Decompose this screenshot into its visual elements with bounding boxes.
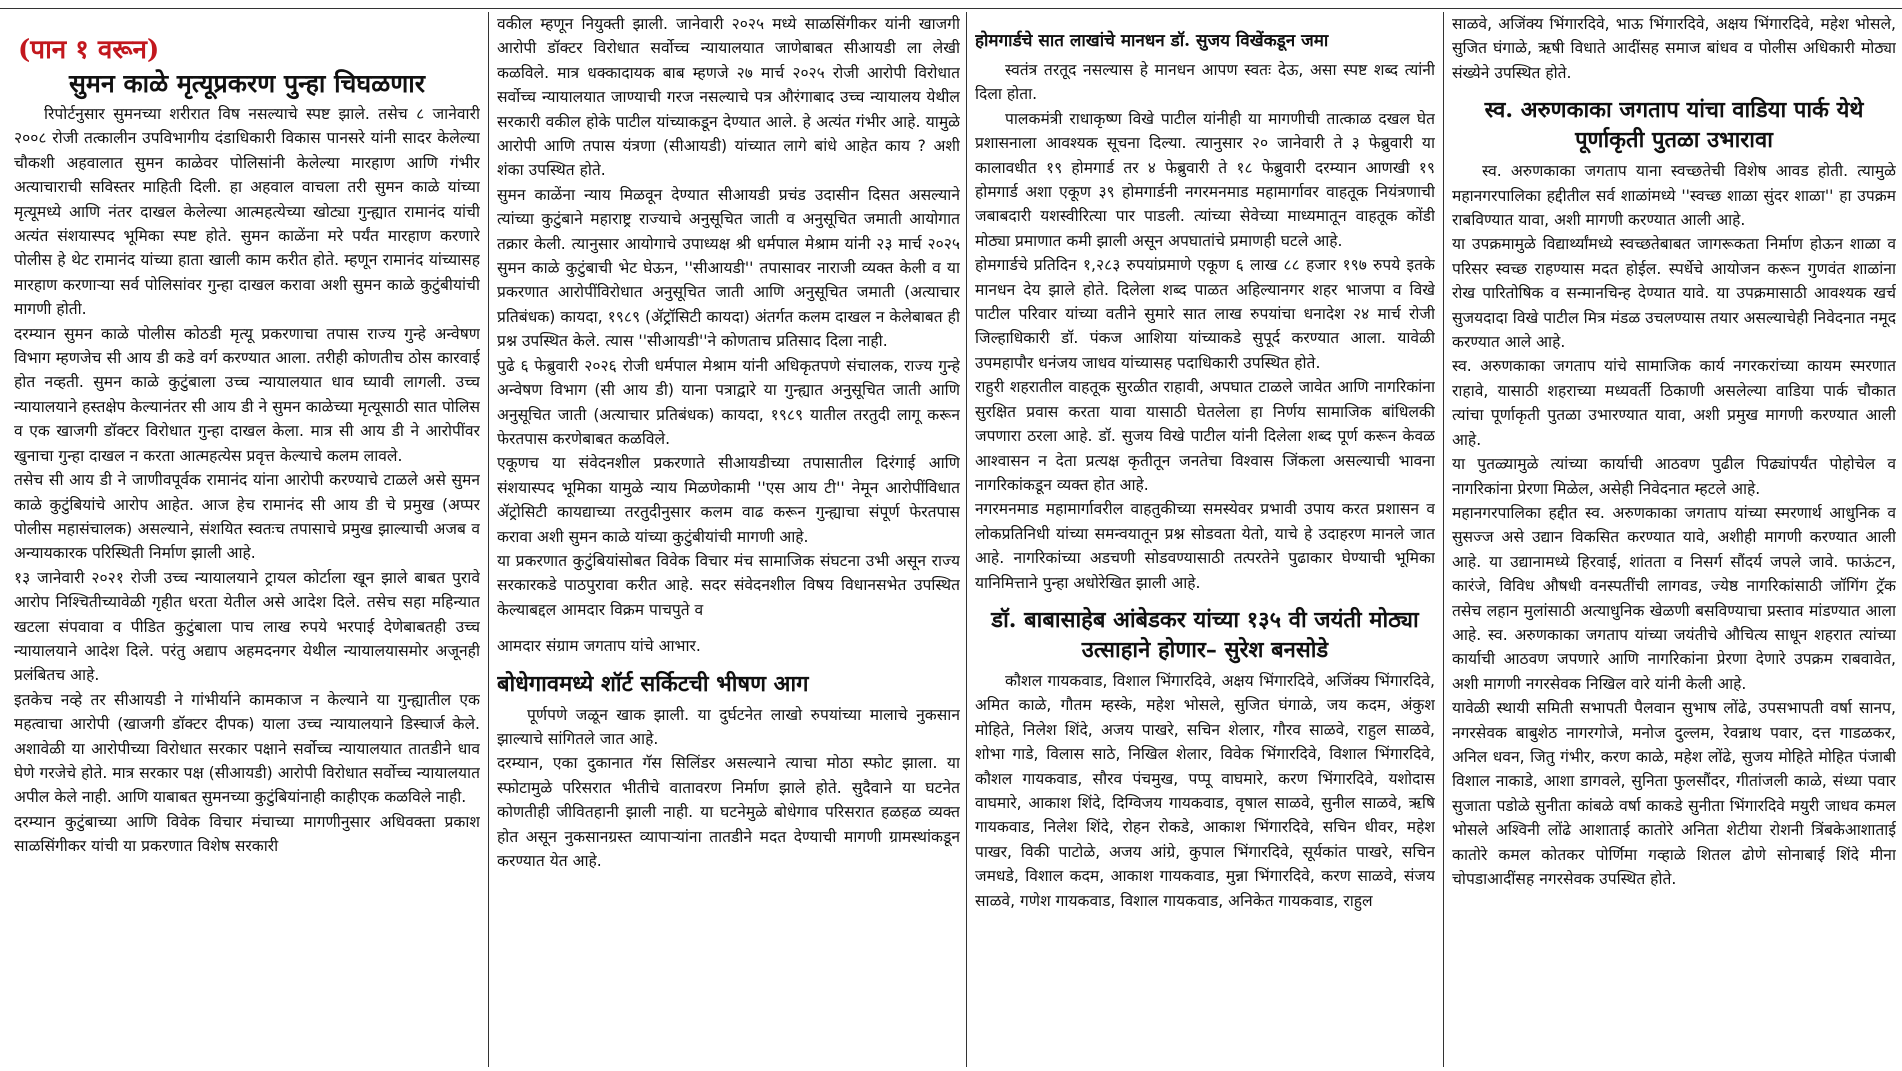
article-paragraph: या पुतळ्यामुळे त्यांच्या कार्याची आठवण पुढील पिढ्यांपर्यंत पोहोचेल व नागरिकांना प्रेरणा मिळेल, असेही निवेदनात म्हटले आहे. bbox=[1452, 455, 1896, 498]
bodhegaon-fire-headline: बोधेगावमध्ये शॉर्ट सर्किटची भीषण आग bbox=[497, 670, 809, 697]
article-paragraph: वकील म्हणून नियुक्ती झाली. जानेवारी २०२५ मध्ये साळसिंगीकर यांनी खाजगी आरोपी डॉक्टर विरोधात सर्वोच्च न्यायालयात जाणेबाबत सीआयडी ला लेखी कळविले. मात्र धक्कादायक बाब म्हणजे २७ मार्च २०२५ रोजी आरोपी विरोधात सर्वोच्च न्यायालयात जाण्याची गरज नसल्याचे पत्र औरंगाबाद उच्च न्यायालय येथील सरकारी वकील होके पाटील यांच्याकडून देण्यात आले. हे अत्यंत गंभीर आहे. यामुळे आरोपी आणि तपास यंत्रणा (सीआयडी) यांच्यात लागे बांधे आहेत काय ? अशी शंका उपस्थित होते. bbox=[497, 15, 960, 180]
article-paragraph: दरम्यान, एका दुकानात गॅस सिलिंडर असल्याने त्याचा मोठा स्फोट झाला. या स्फोटामुळे परिसरात भीतीचे वातावरण निर्माण झाले होते. सुदैवाने या घटनेत कोणतीही जीवितहानी झाली नाही. या घटनेमुळे बोधेगाव परिसरात हळहळ व्यक्त होत असून नुकसानग्रस्त व्यापाऱ्यांना तातडीने मदत देण्याची मागणी ग्रामस्थांकडून करण्यात येत आहे. bbox=[497, 754, 960, 870]
article-paragraph: स्वतंत्र तरतूद नसल्यास हे मानधन आपण स्वतः देऊ, असा स्पष्ट शब्द त्यांनी दिला होता. bbox=[975, 61, 1435, 104]
continued-from-label: (पान १ वरून) bbox=[18, 35, 160, 65]
article-paragraph: राहुरी शहरातील वाहतूक सुरळीत राहावी, अपघात टाळले जावेत आणि नागरिकांना सुरक्षित प्रवास करता यावा यासाठी घेतलेला हा निर्णय सामाजिक बांधिलकी जपणारा ठरला आहे. डॉ. सुजय विखे पाटील यांनी दिलेला शब्द पूर्ण करून केवळ आश्वासन न देता प्रत्यक्ष कृतीतून जनतेचा विश्वास जिंकला असल्याची भावना नागरिकांकडून व्यक्त होत आहे. bbox=[975, 378, 1435, 494]
article-paragraph: पुढे ६ फेब्रुवारी २०२६ रोजी धर्मपाल मेश्राम यांनी अधिकृतपणे संचालक, राज्य गुन्हे अन्वेषण विभाग (सी आय डी) याना पत्राद्वारे या गुन्ह्यात अनुसूचित जाती आणि अनुसूचित जाती (अत्याचार प्रतिबंधक) कायदा, १९८९ यातील तरतुदी लागू करून फेरतपास करणेबाबत कळविले. bbox=[497, 356, 960, 448]
article-paragraph: साळवे, अजिंक्य भिंगारदिवे, भाऊ भिंगारदिवे, अक्षय भिंगारदिवे, महेश भोसले, सुजित घंगाळे, ऋषी विधाते आदींसह समाज बांधव व पोलीस अधिकारी मोठ्या संख्येने उपस्थित होते. bbox=[1452, 15, 1896, 82]
article-paragraph: आमदार संग्राम जगताप यांचे आभार. bbox=[497, 637, 701, 656]
column-divider bbox=[1443, 12, 1444, 1067]
article-paragraph: इतकेच नव्हे तर सीआयडी ने गांभीर्याने कामकाज न केल्याने या गुन्ह्यातील एक महत्वाचा आरोपी (खाजगी डॉक्टर दीपक) याला उच्च न्यायालयाने डिस्चार्ज केले. अशावेळी या आरोपीच्या विरोधात सरकार पक्षाने सर्वोच्च न्यायालयात तातडीने धाव घेणे गरजेचे होते. मात्र सरकार पक्ष (सीआयडी) आरोपी विरोधात सर्वोच्च न्यायालयात अपील केले नाही. आणि याबाबत सुमनच्या कुटुंबियांनाही काहीएक कळविले नाही. bbox=[14, 690, 480, 807]
column-3 bbox=[975, 12, 1435, 1067]
article-paragraph: रिपोर्टनुसार सुमनच्या शरीरात विष नसल्याचे स्पष्ट झाले. तसेच ८ जानेवारी २००८ रोजी तत्कालीन उपविभागीय दंडाधिकारी विकास पानसरे यांनी सादर केलेल्या चौकशी अहवालात सुमन काळेवर पोलिसांनी केलेल्या मारहाण आणि गंभीर अत्याचाराची सविस्तर माहिती दिली. हा अहवाल वाचला तरी सुमन काळे यांच्या मृत्यूमध्ये आणि नंतर दाखल केलेल्या आत्महत्येच्या खोट्या गुन्ह्यात रामानंद यांची अत्यंत संशयास्पद भूमिका स्पष्ट होते. सुमन काळेंना मरे पर्यंत मारहाण करणारे पोलीस हे थेट रामानंद यांच्या हाता खाली काम करीत होते. म्हणून रामानंद यांच्यासह मारहाण करणाऱ्या सर्व पोलिसांवर गुन्हा दाखल करावा अशी सुमन काळे कुटुंबीयांची मागणी होती. bbox=[14, 105, 480, 319]
article-paragraph: कौशल गायकवाड, विशाल भिंगारदिवे, अक्षय भिंगारदिवे, अजिंक्य भिंगारदिवे, अमित काळे, गौतम म्हस्के, महेश भोसले, सुजित घंगाळे, जय कदम, अंकुश मोहिते, निलेश शिंदे, अजय पाखरे, सचिन शेलार, गौरव साळवे, राहुल साळवे, शोभा गाडे, विलास साठे, निखिल शेलार, विवेक भिंगारदिवे, विशाल भिंगारदिवे, कौशल गायकवाड, सौरव पंचमुख, पप्पू वाघमारे, करण भिंगारदिवे, यशोदास वाघमारे, आकाश शिंदे, दिग्विजय गायकवाड, वृषाल साळवे, सुनील साळवे, ऋषि गायकवाड, निलेश शिंदे, रोहन रोकडे, आकाश भिंगारदिवे, सचिन धीवर, महेश पाखर, विकी पाटोळे, अजय आंग्रे, कुपाल भिंगारदिवे, सूर्यकांत पाखरे, सचिन जमधडे, विशाल कदम, आकाश गायकवाड, मुन्ना भिंगारदिवे, करण साळवे, संजय साळवे, गणेश गायकवाड, विशाल गायकवाड, अनिकेत गायकवाड, राहुल bbox=[975, 671, 1435, 910]
article-paragraph: एकूणच या संवेदनशील प्रकरणाते सीआयडीच्या तपासातील दिरंगाई आणि संशयास्पद भूमिका यामुळे न्याय मिळणेकामी ''एस आय टी'' नेमून आरोपींविधात ॲट्रोसिटी कायद्याच्या तरतुदीनुसार कलम वाढ करून गुन्ह्याचा संपूर्ण फेरतपास करावा अशी सुमन काळे यांच्या कुटुंबीयांची मागणी आहे. bbox=[497, 454, 960, 546]
column-4 bbox=[1452, 12, 1896, 1067]
column-2 bbox=[497, 12, 960, 1067]
column-divider bbox=[488, 12, 489, 1067]
article-paragraph: तसेच सी आय डी ने जाणीवपूर्वक रामानंद यांना आरोपी करण्याचे टाळले असे सुमन काळे कुटुंबियांचे आरोप आहेत. आज हेच रामानंद सी आय डी चे प्रमुख (अप्पर पोलीस महासंचालक) असल्याने, संशयित स्वतःच तपासाचे प्रमुख झाल्याची अजब व अन्यायकारक परिस्थिती निर्माण झाली आहे. bbox=[14, 471, 480, 563]
top-rule bbox=[0, 8, 1902, 9]
homeguard-headline: होमगार्डचे सात लाखांचे मानधन डॉ. सुजय विखेंकडून जमा bbox=[975, 31, 1329, 51]
article-paragraph: नगरमनमाड महामार्गावरील वाहतुकीच्या समस्येवर प्रभावी उपाय करत प्रशासन व लोकप्रतिनिधी यांच्या समन्वयातून प्रश्न सोडवता येतो, याचे हे उदाहरण मानले जात आहे. नागरिकांच्या अडचणी सोडवण्यासाठी तत्परतेने पुढाकार घेण्याची भूमिका यानिमित्ताने पुन्हा अधोरेखित झाली आहे. bbox=[975, 500, 1435, 592]
spacer bbox=[497, 622, 960, 634]
article-paragraph: दरम्यान सुमन काळे पोलीस कोठडी मृत्यू प्रकरणाचा तपास राज्य गुन्हे अन्वेषण विभाग म्हणजेच सी आय डी कडे वर्ग करण्यात आला. तरीही कोणतीच ठोस कारवाई होत नव्हती. सुमन काळे कुटुंबाला उच्च न्यायालयात धाव घ्यावी लागली. उच्च न्यायालयाने हस्तक्षेप केल्यानंतर सी आय डी ने सुमन काळेच्या मृत्यूसाठी सात पोलिस व एक खाजगी डॉक्टर विरोधात गुन्हा दाखल केला. मात्र सी आय डी ने आरोपींवर खुनाचा गुन्हा दाखल न करता आत्महत्येस प्रवृत्त केल्याचे कलम लावले. bbox=[14, 324, 480, 465]
suman-kale-headline: सुमन काळे मृत्यूप्रकरण पुन्हा चिघळणार bbox=[69, 69, 425, 98]
article-paragraph: पूर्णपणे जळून खाक झाली. या दुर्घटनेत लाखो रुपयांच्या मालाचे नुकसान झाल्याचे सांगितले जात आहे. bbox=[497, 705, 960, 748]
article-paragraph: या उपक्रमामुळे विद्यार्थ्यांमध्ये स्वच्छतेबाबत जागरूकता निर्माण होऊन शाळा व परिसर स्वच्छ राहण्यास मदत होईल. स्पर्धेचे आयोजन करून गुणवंत शाळांना रोख पारितोषिक व सन्मानचिन्ह देण्यात यावे. या उपक्रमासाठी आवश्यक खर्च सुजयदादा विखे पाटील मित्र मंडळ उचलण्यास तयार असल्याचेही निवेदनात नमूद करण्यात आले आहे. bbox=[1452, 235, 1896, 352]
article-paragraph: या प्रकरणात कुटुंबियांसोबत विवेक विचार मंच सामाजिक संघटना उभी असून राज्य सरकारकडे पाठपुरावा करीत आहे. सदर संवेदनशील विषय विधानसभेत उपस्थित केल्याबद्दल आमदार विक्रम पाचपुते व bbox=[497, 551, 960, 619]
article-paragraph: सुमन काळेंना न्याय मिळवून देण्यात सीआयडी प्रचंड उदासीन दिसत असल्याने त्यांच्या कुटुंबाने महाराष्ट्र राज्याचे अनुसूचित जाती व अनुसूचित जमाती आयोगात तक्रार केली. त्यानुसार आयोगाचे उपाध्यक्ष श्री धर्मपाल मेश्राम यांनी २३ मार्च २०२५ सुमन काळे कुटुंबाची भेट घेऊन, ''सीआयडी'' तपासावर नाराजी व्यक्त केली व या प्रकरणात आरोपींविरोधात अनुसूचित जाती आणि अनुसूचित जमाती (अत्याचार प्रतिबंधक) कायदा, १९८९ (ॲट्रॉसिटी कायदा) अंतर्गत कलम दाखल न केलेबाबत ही प्रश्न उपस्थित केले. त्यास ''सीआयडी''ने कोणताच प्रतिसाद दिला नाही. bbox=[497, 185, 960, 351]
column-1 bbox=[14, 12, 480, 1067]
article-paragraph: स्व. अरुणकाका जगताप याना स्वच्छतेची विशेष आवड होती. त्यामुळे महानगरपालिका हद्दीतील सर्व शाळांमध्ये ''स्वच्छ शाळा सुंदर शाळा'' हा उपक्रम राबविण्यात यावा, अशी मागणी करण्यात आली आहे. bbox=[1452, 162, 1896, 230]
article-paragraph: दरम्यान कुटुंबाच्या आणि विवेक विचार मंचाच्या मागणीनुसार अधिवक्ता प्रकाश साळसिंगीकर यांची या प्रकरणात विशेष सरकारी bbox=[14, 812, 480, 856]
arunkaka-statue-headline: स्व. अरुणकाका जगताप यांचा वाडिया पार्क येथे पूर्णाकृती पुतळा उभारावा bbox=[1484, 97, 1864, 154]
column-divider bbox=[966, 12, 967, 1067]
article-paragraph: पालकमंत्री राधाकृष्ण विखे पाटील यांनीही या मागणीची तात्काळ दखल घेत प्रशासनाला आवश्यक सूचना दिल्या. त्यानुसार २० जानेवारी ते ३ फेब्रुवारी या कालावधीत १९ होमगार्ड तर ४ फेब्रुवारी ते १८ फेब्रुवारी दरम्यान आणखी १९ होमगार्ड अशा एकूण ३९ होमगार्डनी नगरमनमाड महामार्गावर वाहतूक नियंत्रणाची जबाबदारी यशस्वीरित्या पार पाडली. त्यांच्या सेवेच्या माध्यमातून वाहतूक कोंडी मोठ्या प्रमाणात कमी झाली असून अपघातांचे प्रमाणही घटले आहे. bbox=[975, 109, 1435, 250]
article-paragraph: होमगार्डचे प्रतिदिन १,२८३ रुपयांप्रमाणे एकूण ६ लाख ८८ हजार १९७ रुपये इतके मानधन देय झाले होते. दिलेला शब्द पाळत अहिल्यानगर शहर भाजपा व विखे पाटील परिवार यांच्या वतीने सुमारे सात लाख रुपयांचा धनादेश २४ मार्च रोजी जिल्हाधिकारी डॉ. पंकज आशिया यांच्याकडे सुपूर्द करण्यात आला. यावेळी उपमहापौर धनंजय जाधव यांच्यासह पदाधिकारी उपस्थित होते. bbox=[975, 256, 1435, 372]
article-paragraph: यावेळी स्थायी समिती सभापती पैलवान सुभाष लोंढे, उपसभापती वर्षा सानप, नगरसेवक बाबुशेठ नागरगोजे, मनोज दुल्लम, रेवन्नाथ पवार, दत्त गाडळकर, अनिल धवन, जितु गंभीर, करण काळे, महेश लोंढे, सुजय मोहिते मोहित पंजाबी विशाल नाकाडे, आशा डागवले, सुनिता फुलसौंदर, गीतांजली काळे, संध्या पवार सुजाता पडोळे सुनीता कांबळे वर्षा काकडे सुनीता भिंगारदिवे मयुरी जाधव कमल भोसले अश्विनी लोंढे आशाताई कातोरे अनिता शेटीया रोशनी त्रिंबकेआशाताई कातोरे कमल कोतकर पोर्णिमा गव्हाळे शितल ढोणे सोनाबाई शिंदे मीना चोपडाआदींसह नगरसेवक उपस्थित होते. bbox=[1452, 699, 1896, 888]
article-paragraph: १३ जानेवारी २०२१ रोजी उच्च न्यायालयाने ट्रायल कोर्टाला खून झाले बाबत पुरावे आरोप निश्चितीच्यावेळी गृहीत धरता येतील असे आदेश दिले. तसेच सहा महिन्यात खटला संपवावा व पीडित कुटुंबाला पाच लाख रुपये भरपाई देणेबाबतही उच्च न्यायालयाने आदेश दिले. परंतु अद्याप अहमदनगर येथील न्यायालयासमोर अजूनही प्रलंबितच आहे. bbox=[14, 568, 480, 685]
article-paragraph: स्व. अरुणकाका जगताप यांचे सामाजिक कार्य नगरकरांच्या कायम स्मरणात राहावे, यासाठी शहराच्या मध्यवर्ती ठिकाणी असलेल्या वाडिया पार्क चौकात त्यांचा पूर्णाकृती पुतळा उभारण्यात यावा, अशी प्रमुख मागणी करण्यात आली आहे. bbox=[1452, 357, 1896, 449]
article-paragraph: महानगरपालिका हद्दीत स्व. अरुणकाका जगताप यांच्या स्मरणार्थ आधुनिक व सुसज्ज असे उद्यान विकसित करण्यात यावे, अशीही मागणी करण्यात आली आहे. या उद्यानामध्ये हिरवाई, शांतता व निसर्ग सौंदर्य जपले जावे. फाऊंटन, कारंजे, विविध औषधी वनस्पतींची लागवड, ज्येष्ठ नागरिकांसाठी जॉगिंग ट्रॅक तसेच लहान मुलांसाठी अत्याधुनिक खेळणी बसविण्याचा प्रस्ताव मांडण्यात आला आहे. स्व. अरुणकाका जगताप यांच्या जयंतीचे औचित्य साधून शहरात त्यांच्या कार्याची आठवण जपणारे आणि नागरिकांना प्रेरणा देणारे उपक्रम राबवावेत, अशी मागणी नगरसेवक निखिल वारे यांनी केली आहे. bbox=[1452, 503, 1896, 693]
ambedkar-jayanti-headline: डॉ. बाबासाहेब आंबेडकर यांच्या १३५ वी जयंती मोठ्या उत्साहाने होणार– सुरेश बनसोडे bbox=[991, 606, 1419, 663]
